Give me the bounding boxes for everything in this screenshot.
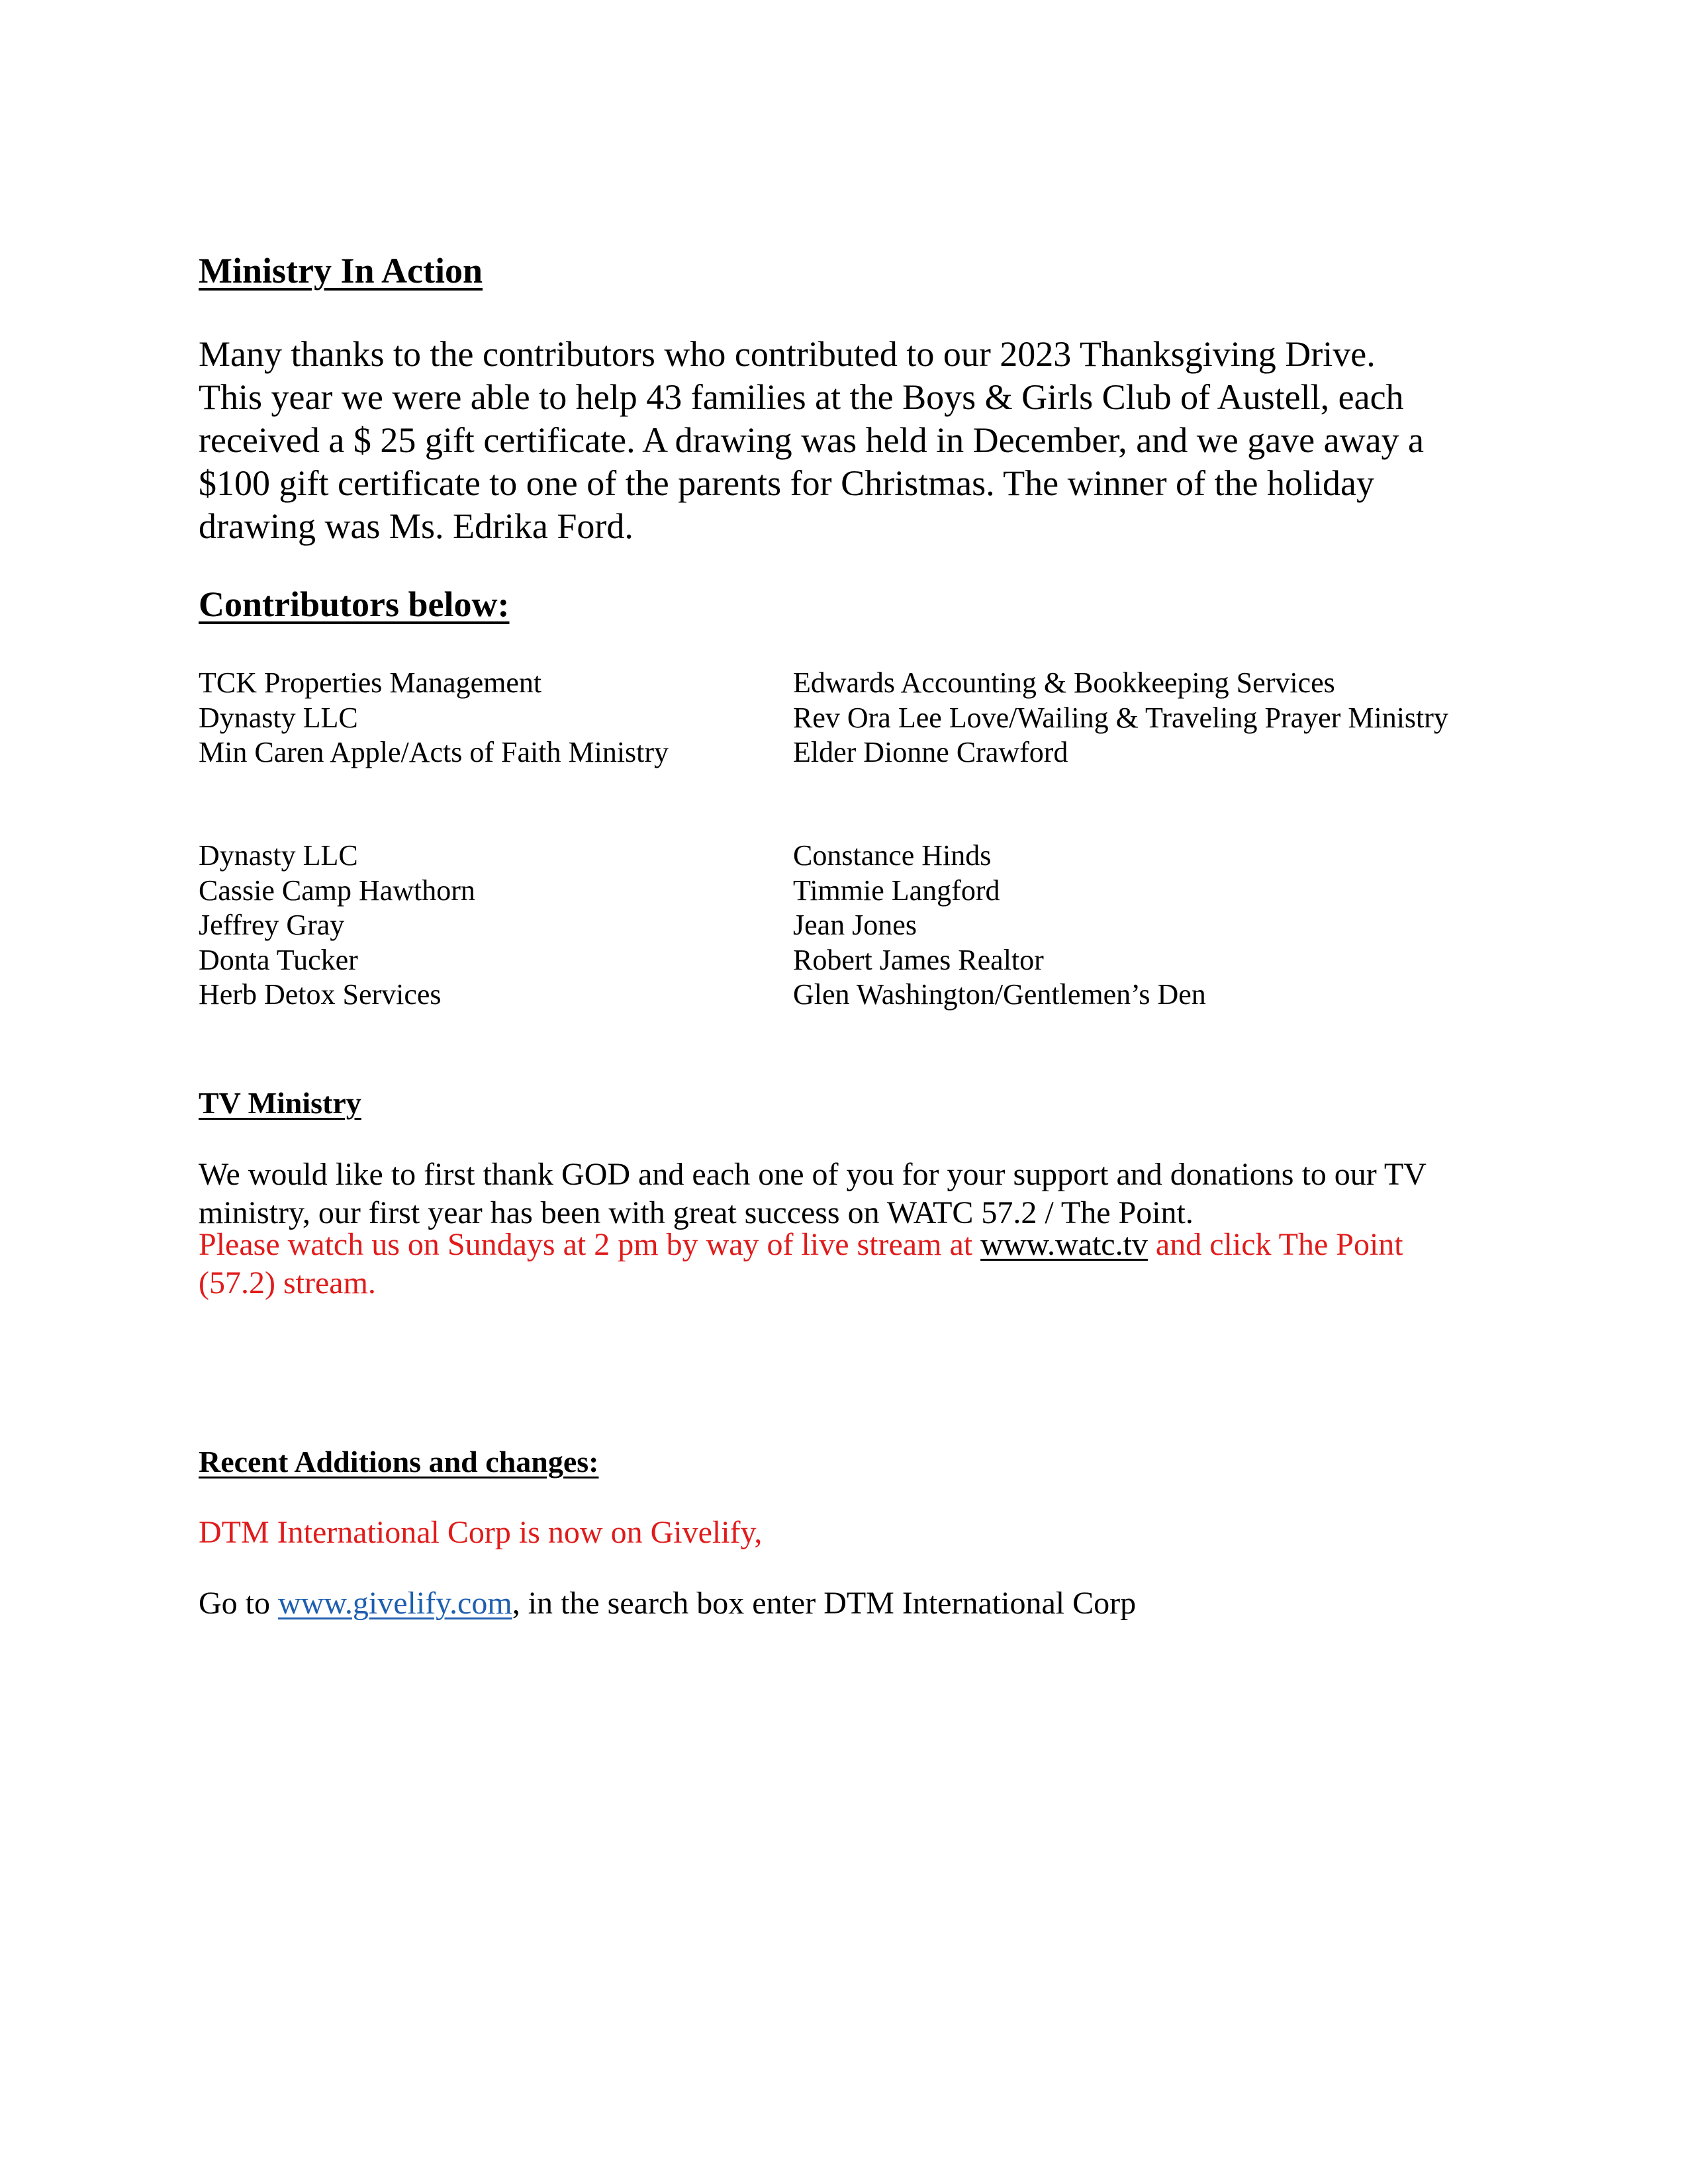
contributors-heading: Contributors below: [199,584,510,624]
intro-line: This year we were able to help 43 families at the Boys & Girls Club of Austell, each [199,377,1404,417]
goto-text-pre: Go to [199,1586,278,1621]
contributors-group1-right [793,666,1448,770]
intro-line: drawing was Ms. Edrika Ford. [199,506,633,546]
tv-thanks-paragraph [199,1156,1688,1232]
watc-link[interactable]: www.watc.tv [980,1227,1148,1262]
contributor-name: Elder Dionne Crawford [793,736,1068,768]
contributors-group2-left [199,839,475,1013]
tv-ministry-heading: TV Ministry [199,1086,361,1120]
intro-line: Many thanks to the contributors who contributed to our 2023 Thanksgiving Drive. [199,334,1376,374]
contributor-name: Glen Washington/Gentlemen’s Den [793,978,1206,1011]
contributors-group1-left [199,666,669,770]
tv-thanks-line: ministry, our first year has been with great success on WATC 57.2 / The Point. [199,1195,1194,1230]
intro-line: $100 gift certificate to one of the parents for Christmas. The winner of the holiday [199,463,1374,503]
contributor-name: Donta Tucker [199,943,358,976]
contributor-name: Herb Detox Services [199,978,442,1011]
goto-text-post: , in the search box enter DTM International Corp [512,1586,1137,1621]
contributor-name: Dynasty LLC [199,701,358,734]
intro-line: received a $ 25 gift certificate. A drawing was held in December, and we gave away a [199,420,1425,460]
tv-thanks-line: We would like to first thank GOD and each one of you for your support and donations to our TV [199,1157,1427,1192]
watch-text-post: and click The Point [1147,1227,1403,1262]
contributor-name: Jeffrey Gray [199,909,345,941]
ministry-intro [199,333,1681,548]
ministry-heading: Ministry In Action [199,251,483,291]
contributor-name: Timmie Langford [793,874,1000,907]
contributor-name: Robert James Realtor [793,943,1044,976]
contributors-group2-right [793,839,1206,1013]
contributor-name: Cassie Camp Hawthorn [199,874,475,907]
contributor-name: Constance Hinds [793,839,992,872]
contributor-name: Min Caren Apple/Acts of Faith Ministry [199,736,669,768]
contributor-name: Dynasty LLC [199,839,358,872]
tv-watch-line: (57.2) stream. [199,1265,376,1300]
givelify-note: DTM International Corp is now on Givelify, [199,1515,763,1550]
givelify-instructions [199,1584,1688,1623]
tv-watch-line [199,1226,1688,1264]
tv-watch-paragraph [199,1226,1688,1302]
recent-additions-heading: Recent Additions and changes: [199,1445,599,1479]
contributor-name: Edwards Accounting & Bookkeeping Services [793,666,1335,699]
contributor-name: TCK Properties Management [199,666,542,699]
watch-text-pre: Please watch us on Sundays at 2 pm by way of live stream at [199,1227,981,1262]
givelify-link[interactable]: www.givelify.com [278,1586,512,1621]
contributor-name: Jean Jones [793,909,917,941]
contributor-name: Rev Ora Lee Love/Wailing & Traveling Prayer Ministry [793,701,1448,734]
